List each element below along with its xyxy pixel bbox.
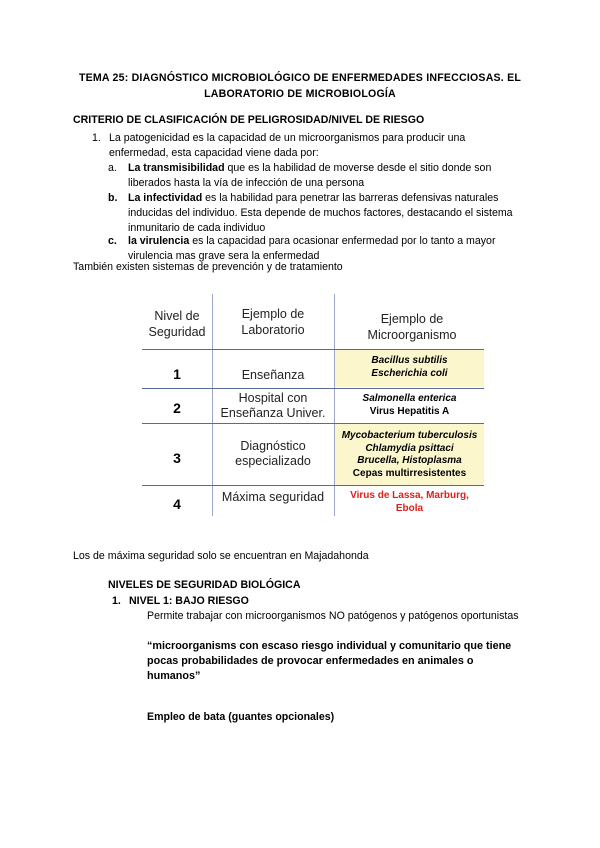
list-text: La patogenicidad es la capacidad de un microorganismos para producir una enfermedad, esta capacidad viene dada por: bbox=[109, 132, 466, 159]
micro-4 bbox=[335, 490, 484, 515]
subitem-text: es la capacidad para ocasionar enfermedad por lo tanto a mayor virulencia mas grave sera la enfermedad bbox=[128, 235, 496, 262]
row-divider bbox=[142, 485, 484, 486]
microorganism: Virus Hepatitis A bbox=[369, 405, 450, 417]
microorganism: Escherichia coli bbox=[371, 367, 448, 379]
header-laboratorio: Ejemplo de Laboratorio bbox=[241, 307, 305, 337]
microorganism: Cepas multirresistentes bbox=[352, 467, 467, 479]
subitem-infectividad bbox=[108, 191, 528, 236]
tambien-text: También existen sistemas de prevención y de tratamiento bbox=[73, 261, 343, 273]
micro-2 bbox=[335, 393, 484, 418]
microorganism: Ebola bbox=[395, 502, 424, 514]
subitem-term: La infectividad bbox=[128, 192, 203, 204]
list-item-patogenicidad bbox=[92, 131, 512, 161]
nivel-3: 3 bbox=[173, 450, 181, 466]
list-number: 1. bbox=[92, 132, 101, 144]
row-divider bbox=[142, 423, 484, 424]
subitem-label: c. bbox=[108, 235, 117, 247]
nivel-1-quote: “microorganisms con escaso riesgo individual y comunitario que tiene pocas probabilidades de provocar enfermedades en animales o humanos” bbox=[147, 640, 512, 682]
majadahonda-note: Los de máxima seguridad solo se encuentran en Majadahonda bbox=[73, 550, 369, 562]
nivel-1-heading bbox=[112, 595, 249, 607]
subitem-transmisibilidad bbox=[108, 161, 528, 191]
biosafety-table bbox=[142, 294, 484, 516]
nivel-4: 4 bbox=[173, 496, 181, 512]
microorganism: Bacillus subtilis bbox=[371, 355, 448, 366]
list-number: 1. bbox=[112, 595, 121, 607]
nivel-1-bata: Empleo de bata (guantes opcionales) bbox=[147, 711, 335, 723]
lab-4: Máxima seguridad bbox=[221, 490, 325, 504]
lab-3: Diagnóstico especializado bbox=[235, 439, 311, 468]
row-divider bbox=[142, 349, 484, 350]
micro-1 bbox=[335, 355, 484, 380]
subitem-virulencia bbox=[108, 234, 528, 264]
subitem-text: es la habilidad para penetrar las barreras defensivas naturales inducidas del individuo. Esta depende de muchos factores, destacando el sistema inmunitario de cada individuo bbox=[128, 192, 513, 234]
nivel-2: 2 bbox=[173, 400, 181, 416]
microorganism: Brucella, Histoplasma bbox=[357, 455, 462, 466]
niveles-heading: NIVELES DE SEGURIDAD BIOLÓGICA bbox=[108, 579, 301, 591]
subitem-label: a. bbox=[108, 162, 117, 174]
header-nivel: Nivel de Seguridad bbox=[148, 309, 206, 339]
nivel-1-title: NIVEL 1: BAJO RIESGO bbox=[129, 595, 249, 607]
microorganism: Mycobacterium tuberculosis bbox=[341, 430, 478, 441]
subitem-term: la virulencia bbox=[128, 235, 190, 247]
micro-3 bbox=[335, 430, 484, 480]
lab-1: Enseñanza bbox=[241, 368, 305, 382]
microorganism: Salmonella enterica bbox=[362, 393, 457, 404]
nivel-1: 1 bbox=[173, 366, 181, 382]
subitem-term: La transmisibilidad bbox=[128, 162, 225, 174]
row-divider bbox=[142, 388, 484, 389]
subitem-text: que es la habilidad de moverse desde el sitio donde son liberados hasta la vía de infección de una persona bbox=[128, 162, 492, 189]
subitem-label: b. bbox=[108, 192, 118, 204]
lab-2: Hospital con Enseñanza Univer. bbox=[220, 391, 326, 420]
header-microorganismo: Ejemplo de Microorganismo bbox=[367, 312, 457, 342]
microorganism: Chlamydia psittaci bbox=[365, 442, 454, 454]
criterio-heading: CRITERIO DE CLASIFICACIÓN DE PELIGROSIDAD/NIVEL DE RIESGO bbox=[73, 114, 425, 126]
microorganism: Virus de Lassa, Marburg, bbox=[350, 490, 469, 501]
nivel-1-description: Permite trabajar con microorganismos NO patógenos y patógenos oportunistas bbox=[147, 610, 519, 622]
page-title: TEMA 25: DIAGNÓSTICO MICROBIOLÓGICO DE ENFERMEDADES INFECCIOSAS. EL LABORATORIO DE MICROBIOLOGÍA bbox=[78, 72, 522, 100]
